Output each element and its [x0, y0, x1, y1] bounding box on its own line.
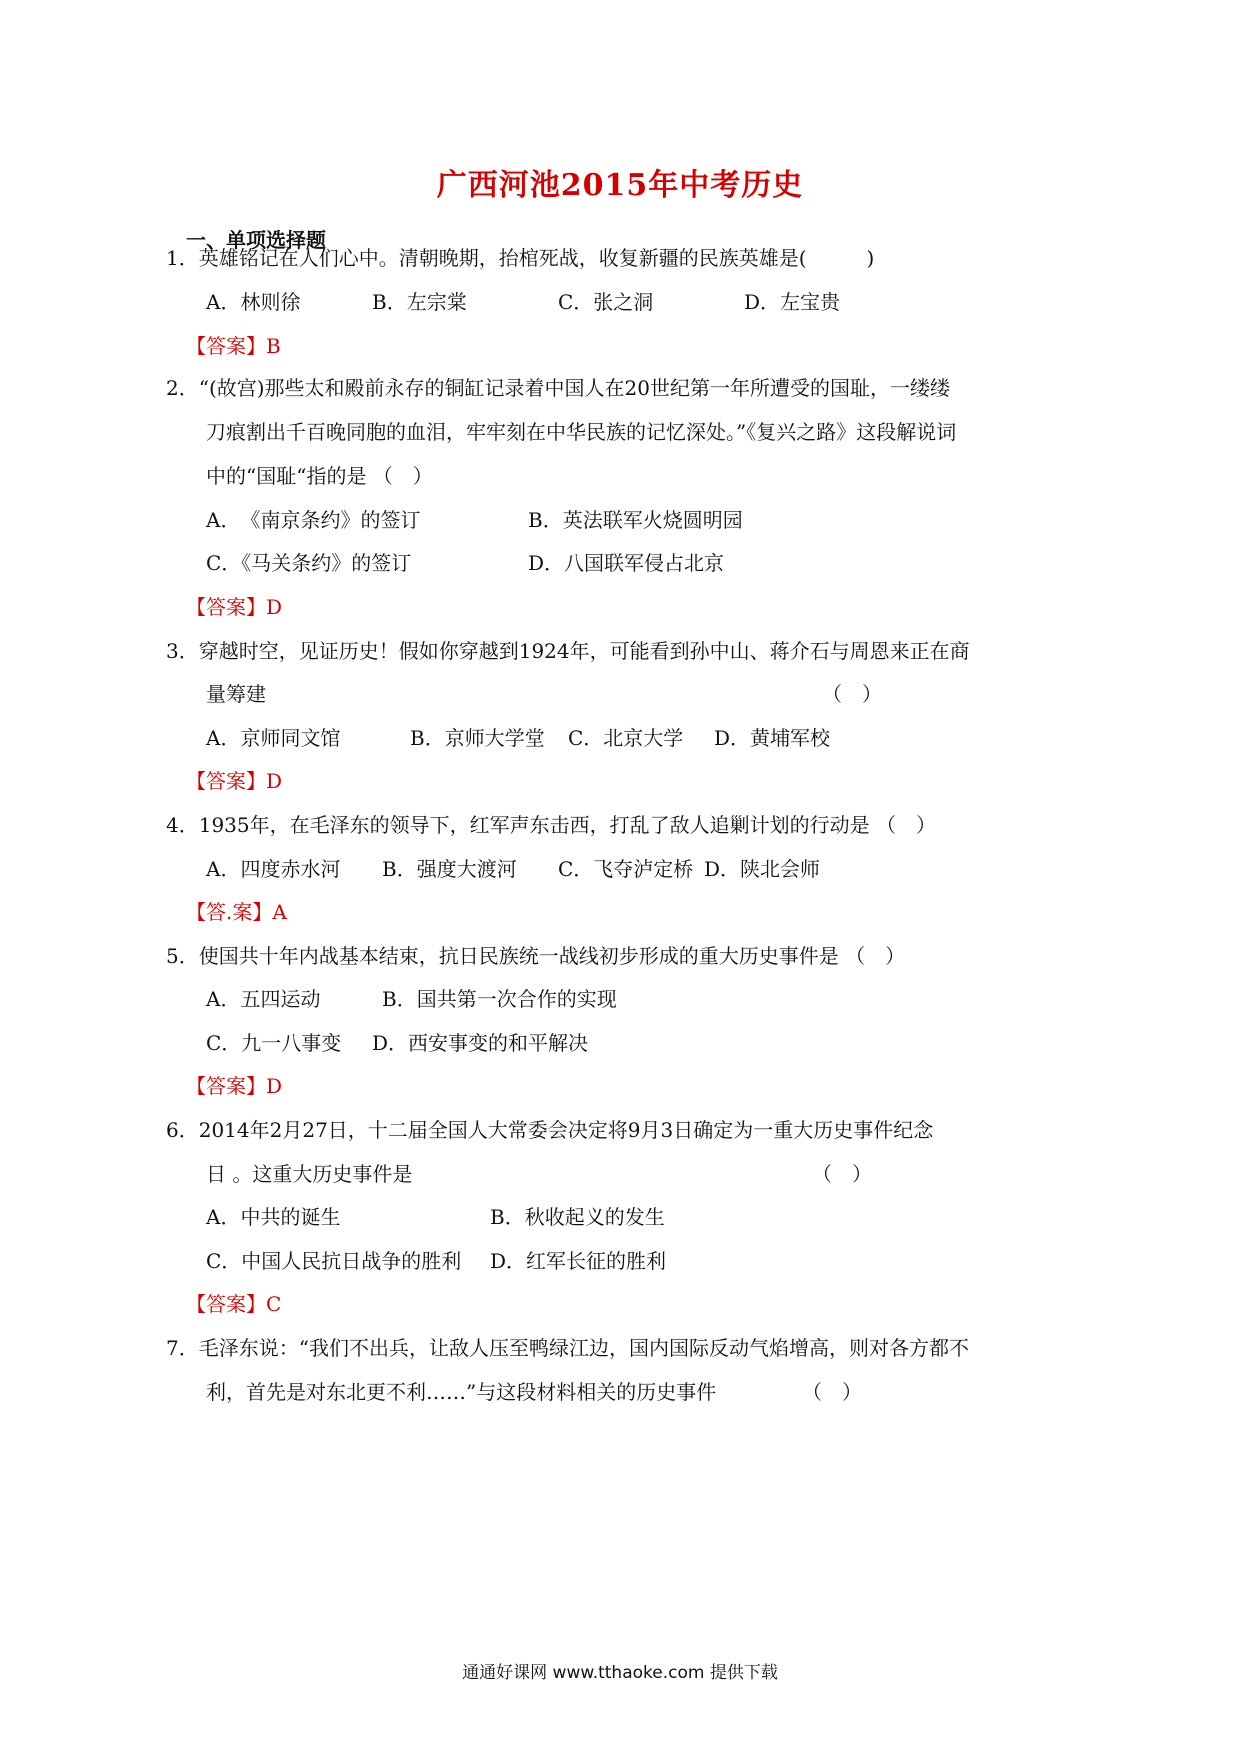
question-2-option-a: A． 《南京条约》的签订 [206, 508, 421, 532]
question-3-option-a: A．京师同文馆 [206, 726, 341, 750]
question-3-answer-blank: （ ） [822, 682, 882, 706]
question-1-answer: 【答案】B [186, 334, 281, 358]
question-2-text-line-1: 2．“(故宫)那些太和殿前永存的铜缸记录着中国人在20世纪第一年所遭受的国耻，一缕缕 [166, 376, 951, 400]
question-2-answer: 【答案】D [186, 595, 283, 619]
question-5-answer: 【答案】D [186, 1074, 283, 1098]
question-4-option-d: D．陕北会师 [704, 857, 821, 881]
question-2-option-b: B．英法联军火烧圆明园 [528, 508, 743, 532]
question-6-text-line-2: 日 。这重大历史事件是 [206, 1162, 413, 1186]
question-2-text-line-2: 刀痕割出千百晚同胞的血泪，牢牢刻在中华民族的记忆深处。”《复兴之路》这段解说词 [206, 420, 957, 444]
question-6-option-c: C．中国人民抗日战争的胜利 [206, 1249, 462, 1273]
question-3-option-d: D．黄埔军校 [714, 726, 831, 750]
question-5-option-a: A．五四运动 [206, 987, 321, 1011]
question-6-option-a: A．中共的诞生 [206, 1205, 341, 1229]
question-1-option-c: C．张之洞 [558, 290, 654, 314]
question-4-option-c: C．飞夺泸定桥 [558, 857, 694, 881]
question-5-option-c: C．九一八事变 [206, 1031, 342, 1055]
question-7-text-line-1: 7．毛泽东说：“我们不出兵，让敌人压至鸭绿江边，国内国际反动气焰增高，则对各方都不 [166, 1336, 969, 1360]
question-5-option-b: B．国共第一次合作的实现 [382, 987, 617, 1011]
question-6-answer: 【答案】C [186, 1292, 282, 1316]
question-4-option-a: A．四度赤水河 [206, 857, 341, 881]
question-5-option-d: D．西安事变的和平解决 [372, 1031, 589, 1055]
question-6-option-b: B．秋收起义的发生 [490, 1205, 665, 1229]
question-3-option-b: B．京师大学堂 [410, 726, 545, 750]
question-3-option-c: C．北京大学 [568, 726, 684, 750]
question-4-text: 4．1935年，在毛泽东的领导下，红军声东击西，打乱了敌人追剿计划的行动是 （ ） [166, 813, 936, 837]
question-3-text-line-2: 量筹建 [206, 682, 266, 706]
question-6-answer-blank: （ ） [812, 1162, 872, 1186]
page-footer: 通通好课网 www.tthaoke.com 提供下载 [462, 1663, 778, 1683]
page-title: 广西河池2015年中考历史 [436, 168, 804, 203]
question-1-option-a: A．林则徐 [206, 290, 301, 314]
question-1-option-d: D．左宝贵 [744, 290, 841, 314]
question-1-text: 1．英雄铭记在人们心中。清朝晚期，抬棺死战，收复新疆的民族英雄是( ) [166, 246, 875, 270]
question-2-option-d: D．八国联军侵占北京 [528, 551, 725, 575]
question-3-answer: 【答案】D [186, 769, 283, 793]
question-4-option-b: B．强度大渡河 [382, 857, 517, 881]
question-7-text-line-2: 利，首先是对东北更不利……”与这段材料相关的历史事件 [206, 1380, 717, 1404]
question-6-option-d: D．红军长征的胜利 [490, 1249, 667, 1273]
question-5-text: 5．使国共十年内战基本结束，抗日民族统一战线初步形成的重大历史事件是 （ ） [166, 944, 906, 968]
question-7-answer-blank: （ ） [802, 1380, 862, 1404]
section-heading: 一、单项选择题 [186, 228, 326, 252]
question-1-option-b: B．左宗棠 [372, 290, 467, 314]
question-6-text-line-1: 6．2014年2月27日，十二届全国人大常委会决定将9月3日确定为一重大历史事件纪念 [166, 1118, 934, 1142]
question-2-option-c: C．《马关条约》的签订 [206, 551, 412, 575]
question-2-text-line-3: 中的“国耻“指的是 （ ） [206, 464, 433, 488]
question-4-answer: 【答.案】A [186, 900, 287, 924]
question-3-text-line-1: 3．穿越时空，见证历史！假如你穿越到1924年，可能看到孙中山、蒋介石与周恩来正在商 [166, 639, 970, 663]
